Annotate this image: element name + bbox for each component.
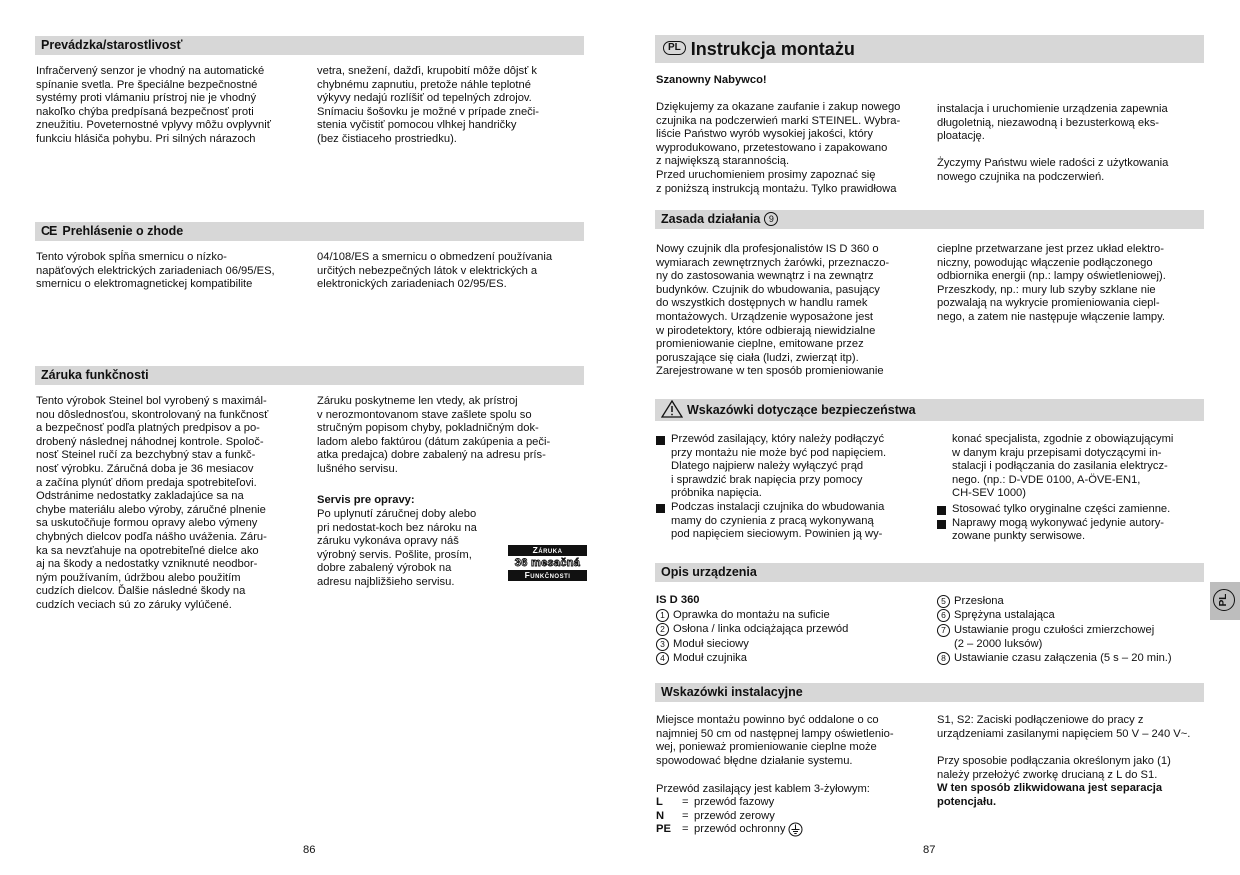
part-item: [656, 622, 936, 636]
part-number-icon: 4: [656, 652, 669, 665]
wire-label: przewód ochronny: [694, 823, 786, 836]
part-number-icon: 1: [656, 609, 669, 622]
warranty-stamp: [508, 545, 587, 581]
operation-heading-text: Prevádzka/starostlivosť: [41, 38, 183, 52]
wire-label: przewód zerowy: [694, 809, 775, 822]
part-number-icon: 8: [937, 652, 950, 665]
wire-key: L: [656, 796, 663, 808]
part-label: Przesłona: [954, 595, 1004, 607]
warranty-heading-text: Záruka funkčnosti: [41, 368, 149, 382]
greeting: Szanowny Nabywco!: [656, 74, 767, 86]
part-number-icon: 3: [656, 638, 669, 651]
part-item: [937, 651, 1222, 665]
installation-text-col2-p2: Przy sposobie podłączania określonym jako (1) należy przełożyć zworkę drucianą z L do S1.: [937, 755, 1171, 781]
warranty-text-col1: Tento výrobok Steinel bol vyrobený s maximál- nou dôslednosťou, skontrolovaný na funkčnosť a bezpečnosť podľa platných predpisov a po- drobený následnej náhodnej kontrole. Spoloč- nosť Steinel ručí za bezchybný stav a funkč- nosť výrobku. Záručná doba je 36 mesiacov a začína plynúť dňom predaja spotrebiteľovi. Odstránime nedostatky zakladajúce sa na chybe materiálu alebo výroby, záručné plnenie sa uskutočňuje formou opravy alebo výmeny chybných dielcov podľa nášho uváženia. Záru- ka sa nevzťahuje na opotrebiteľné dielce ako aj na škody a nedostatky vzniknuté neodbor- ným používaním, údržbou alebo použitím cudzích dielcov. Ďalšie následné škody na cudzích veciach sú zo záruky vylúčené.: [36, 395, 269, 611]
installation-note-bold: W ten sposób zlikwidowana jest separacja potencjału.: [937, 782, 1163, 808]
stamp-middle-label: 36 mesačná: [514, 557, 581, 569]
part-item: [937, 623, 1222, 652]
installation-heading-text: Wskazówki instalacyjne: [661, 685, 803, 699]
safety-item: Stosować tylko oryginalne części zamienne.: [937, 503, 1212, 517]
section-heading-safety: [655, 399, 1204, 421]
part-item: [656, 651, 936, 665]
intro-text-col1: Dziękujemy za okazane zaufanie i zakup nowego czujnika na podczerwień marki STEINEL. Wybra- liście Państwo wyrób wysokiej jakości, który wyprodukowano, przetestowano i zapakowano z największą starannością. Przed uruchomieniem prosimy zapoznać się z poniższą instrukcją montażu. Tylko prawidłowa: [656, 101, 901, 195]
language-badge: PL: [663, 41, 686, 55]
figure-ref-icon: 9: [764, 212, 778, 226]
part-number-icon: 5: [937, 595, 950, 608]
ce-mark-icon: CE: [41, 224, 57, 238]
page-title: [655, 35, 1204, 63]
part-number-icon: 6: [937, 609, 950, 622]
section-heading-description: [655, 563, 1204, 582]
installation-text-col1: Miejsce montażu powinno być oddalone o co najmniej 50 cm od następnej lampy oświetlenio- wej, ponieważ promieniowanie cieplne może spowodować błędne działanie systemu.: [656, 714, 894, 767]
ground-symbol-icon: [788, 822, 803, 837]
page-number-right: 87: [923, 844, 936, 856]
part-item: [937, 594, 1222, 608]
part-label: Moduł sieciowy: [673, 637, 749, 650]
safety-item: Przewód zasilający, który należy podłączyć przy montażu nie może być pod napięciem. Dlatego najpierw należy wyłączyć prąd i sprawdzić brak napięcia przy pomocy próbnika napięcia.: [656, 433, 931, 501]
part-label: Sprężyna ustalająca: [954, 609, 1055, 622]
warning-triangle-icon: [661, 400, 683, 418]
wire-row: PE = przewód ochronny: [656, 823, 803, 838]
right-page: [620, 0, 1240, 875]
safety-item: Podczas instalacji czujnika do wbudowania mamy do czynienia z pracą wykonywaną pod napięciem sieciowym. Powinien ją wy-: [656, 501, 931, 542]
description-heading-text: Opis urządzenia: [661, 565, 757, 579]
operation-text-col1: Infračervený senzor je vhodný na automatické spínanie svetla. Pre špeciálne bezpečnostné systémy proti vlámaniu prístroj nie je vhodný nakoľko chýba predpísaná bezpečnosť proti zneužitiu. Poveternostné vplyvy môžu ovplyvniť funkciu hlásiča pohybu. Pri silných nárazoch: [36, 65, 271, 145]
part-label: Osłona / linka odciążająca przewód: [673, 623, 849, 636]
wire-key: N: [656, 809, 665, 822]
safety-continuation: konać specjalista, zgodnie z obowiązującymi w danym kraju przepisami dotyczącymi in- stalacji i podłączania do zasilania elektrycz- nego. (np.: D-VDE 0100, A-ÖVE-EN1, CH-SEV 1000): [952, 433, 1174, 500]
declaration-text-col2: 04/108/ES a smernicu o obmedzení používania určitých nebezpečných látok v elektrických a elektronických zariadeniach 02/95/ES.: [317, 251, 553, 291]
parts-list-col1: [656, 608, 936, 665]
side-tab-label: PL: [1213, 589, 1235, 611]
part-label: Ustawianie progu czułości zmierzchowej (2 – 2000 luksów): [954, 623, 1155, 650]
wire-label: przewód fazowy: [694, 796, 775, 808]
wire-key: PE: [656, 823, 671, 836]
safety-list-col2: [937, 503, 1212, 544]
wire-row: N = przewód zerowy: [656, 809, 775, 822]
part-label: Oprawka do montażu na suficie: [673, 609, 830, 621]
declaration-heading-text: Prehlásenie o zhode: [62, 224, 184, 238]
operation-text-col2: vetra, snežení, dažďi, krupobití môže dôjsť k chybnému zapnutiu, pretože náhle teplotné výkyvy nedajú rozlíšiť od tepelných zdrojov. Snímaciu šošovku je možné v prípade zneči- stenia vyčistiť pomocou vlhkej handričky (bez čistiaceho prostriedku).: [317, 65, 539, 145]
part-item: [656, 637, 936, 651]
part-number-icon: 2: [656, 623, 669, 636]
safety-item: Naprawy mogą wykonywać jedynie autory- zowane punkty serwisowe.: [937, 517, 1212, 544]
page-title-text: Instrukcja montażu: [690, 39, 855, 59]
section-heading-principle: [655, 210, 1204, 229]
stamp-bottom-label: Funkčnosti: [508, 570, 587, 581]
parts-list-col2: [937, 594, 1222, 665]
model-name: IS D 360: [656, 594, 700, 606]
language-side-tab: [1210, 582, 1240, 620]
part-label: Ustawianie czasu załączenia (5 s – 20 min.): [954, 652, 1172, 665]
declaration-text-col1: Tento výrobok spĺňa smernicu o nízko- napäťových elektrických zariadeniach 06/95/ES, smernicu o elektromagnetickej kompatibilite: [36, 251, 275, 291]
wire-row: L = przewód fazowy: [656, 796, 775, 808]
stamp-top-label: Záruka: [508, 545, 587, 556]
safety-heading-text: Wskazówki dotyczące bezpieczeństwa: [687, 403, 916, 417]
section-heading-operation: [35, 36, 584, 55]
installation-text-col2-p1: S1, S2: Zaciski podłączeniowe do pracy z urządzeniami zasilanymi napięciem 50 V – 240 V~.: [937, 714, 1191, 740]
page-number-left: 86: [303, 844, 316, 856]
intro-text-col2: instalacja i uruchomienie urządzenia zapewnia długoletnią, niezawodną i bezusterkową eks- ploatację. Życzymy Państwu wiele radości z użytkowania nowego czujnika na podczerwień.: [937, 103, 1169, 183]
part-item: [937, 608, 1222, 622]
cable-intro: Przewód zasilający jest kablem 3-żyłowym:: [656, 783, 870, 795]
principle-text-col1: Nowy czujnik dla profesjonalistów IS D 360 o wymiarach zewnętrznych żarówki, przeznaczo- ny do zastosowania wewnątrz i na zewnątrz budynków. Czujnik do wbudowania, pasujący do wszystkich dostępnych w handlu ramek montażowych. Urządzenie wyposażone jest w pirodetektory, które odbierają niewidzialne promieniowanie cieplne, emitowane przez poruszające się ciała (ludzi, zwierząt itp). Zarejestrowane w ten sposób promieniowanie: [656, 243, 890, 378]
section-heading-warranty: [35, 366, 584, 385]
part-label: Moduł czujnika: [673, 651, 747, 664]
service-text: Po uplynutí záručnej doby alebo pri nedostat-koch bez nároku na záruku vykonáva opravy náš výrobný servis. Pošlite, prosím, dobre zabalený výrobok na adresu najbližšieho servisu.: [317, 508, 477, 588]
service-title: Servis pre opravy:: [317, 494, 415, 506]
principle-text-col2: cieplne przetwarzane jest przez układ elektro- niczny, powodując włączenie podłączonego odbiornika energii (np.: lampy oświetleniowej). Przeszkody, np.: mury lub szyby szklane nie pozwalają na wykrycie promieniowania ciepl- nego, a zatem nie następuje włączenie lampy.: [937, 243, 1166, 323]
warranty-text-col2: Záruku poskytneme len vtedy, ak prístroj v nerozmontovanom stave zašlete spolu so stručným popisom chyby, pokladničným dok- ladom alebo faktúrou (dátum zakúpenia a peči- atka predajca) dobre zabalený na adresu prís- lušného servisu.: [317, 395, 551, 475]
principle-heading-text: Zasada działania: [661, 212, 761, 226]
wire-legend: [656, 796, 803, 838]
part-item: [656, 608, 936, 622]
part-number-icon: 7: [937, 624, 950, 637]
section-heading-installation: [655, 683, 1204, 702]
safety-list-col1: [656, 433, 931, 542]
section-heading-declaration: [35, 222, 584, 241]
